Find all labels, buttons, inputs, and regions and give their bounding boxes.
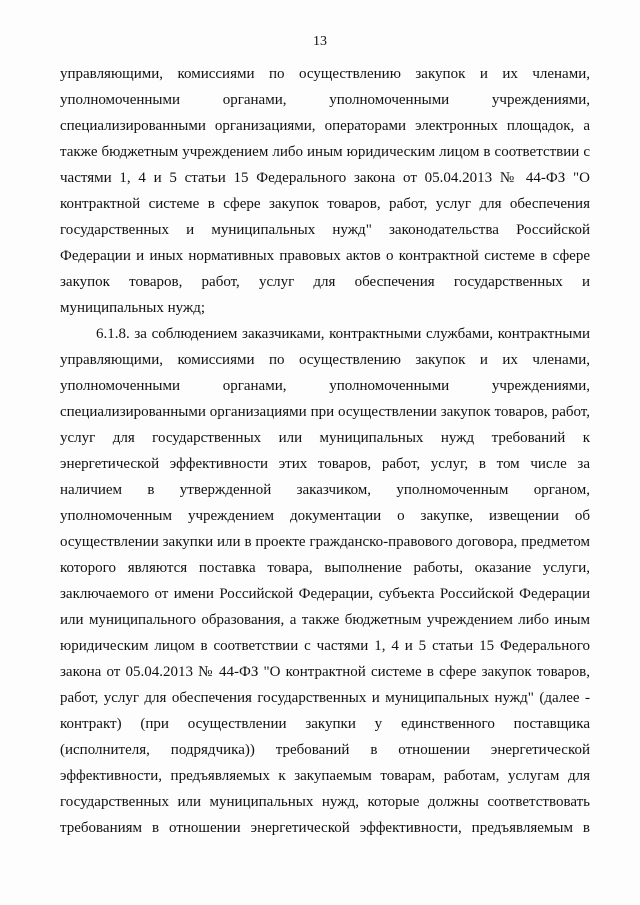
- text-line: работ, услуг для обеспечения государственных и муниципальных нужд" (далее -: [60, 690, 590, 706]
- text-line: уполномоченными органами, уполномоченными учреждениями,: [60, 92, 590, 108]
- text-line: контракт) (при осуществлении закупки у единственного поставщика: [60, 716, 590, 732]
- paragraph-heading-line: 6.1.8. за соблюдением заказчиками, контрактными службами, контрактными: [96, 326, 590, 342]
- text-line: контрактной системе в сфере закупок товаров, работ, услуг для обеспечения: [60, 196, 590, 212]
- text-line: (исполнителя, подрядчика)) требований в отношении энергетической: [60, 742, 590, 758]
- page-number: 13: [313, 34, 327, 49]
- text-line: энергетической эффективности этих товаров, работ, услуг, в том числе за: [60, 456, 590, 472]
- text-line: специализированными организациями при осуществлении закупок товаров, работ,: [60, 404, 590, 420]
- text-line: осуществлении закупки или в проекте гражданско-правового договора, предметом: [60, 534, 590, 550]
- text-line: требованиям в отношении энергетической эффективности, предъявляемым в: [60, 820, 590, 836]
- text-line: эффективности, предъявляемых к закупаемым товарам, работам, услугам для: [60, 768, 590, 784]
- text-line: государственных или муниципальных нужд, которые должны соответствовать: [60, 794, 590, 810]
- text-line: услуг для государственных или муниципальных нужд требований к: [60, 430, 590, 446]
- text-line: уполномоченными органами, уполномоченными учреждениями,: [60, 378, 590, 394]
- text-line: управляющими, комиссиями по осуществлению закупок и их членами,: [60, 352, 590, 368]
- text-line: муниципальных нужд;: [60, 300, 206, 316]
- text-line: юридическим лицом в соответствии с частями 1, 4 и 5 статьи 15 Федерального: [60, 638, 590, 654]
- text-line: заключаемого от имени Российской Федерации, субъекта Российской Федерации: [60, 586, 590, 602]
- text-line: наличием в утвержденной заказчиком, уполномоченным органом,: [60, 482, 590, 498]
- text-line: или муниципального образования, а также бюджетным учреждением либо иным: [60, 612, 590, 628]
- text-line: закона от 05.04.2013 № 44-ФЗ "О контрактной системе в сфере закупок товаров,: [60, 664, 590, 680]
- text-line: Федерации и иных нормативных правовых актов о контрактной системе в сфере: [60, 248, 590, 264]
- text-line: также бюджетным учреждением либо иным юридическим лицом в соответствии с: [60, 144, 590, 160]
- text-line: уполномоченным учреждением документации о закупке, извещении об: [60, 508, 590, 524]
- text-line: закупок товаров, работ, услуг для обеспечения государственных и: [60, 274, 590, 290]
- text-line: частями 1, 4 и 5 статьи 15 Федерального закона от 05.04.2013 № 44-ФЗ "О: [60, 170, 590, 186]
- text-line: которого являются поставка товара, выполнение работы, оказание услуги,: [60, 560, 590, 576]
- text-line: управляющими, комиссиями по осуществлению закупок и их членами,: [60, 66, 590, 82]
- text-line: специализированными организациями, операторами электронных площадок, а: [60, 118, 590, 134]
- text-line: государственных и муниципальных нужд" законодательства Российской: [60, 222, 590, 238]
